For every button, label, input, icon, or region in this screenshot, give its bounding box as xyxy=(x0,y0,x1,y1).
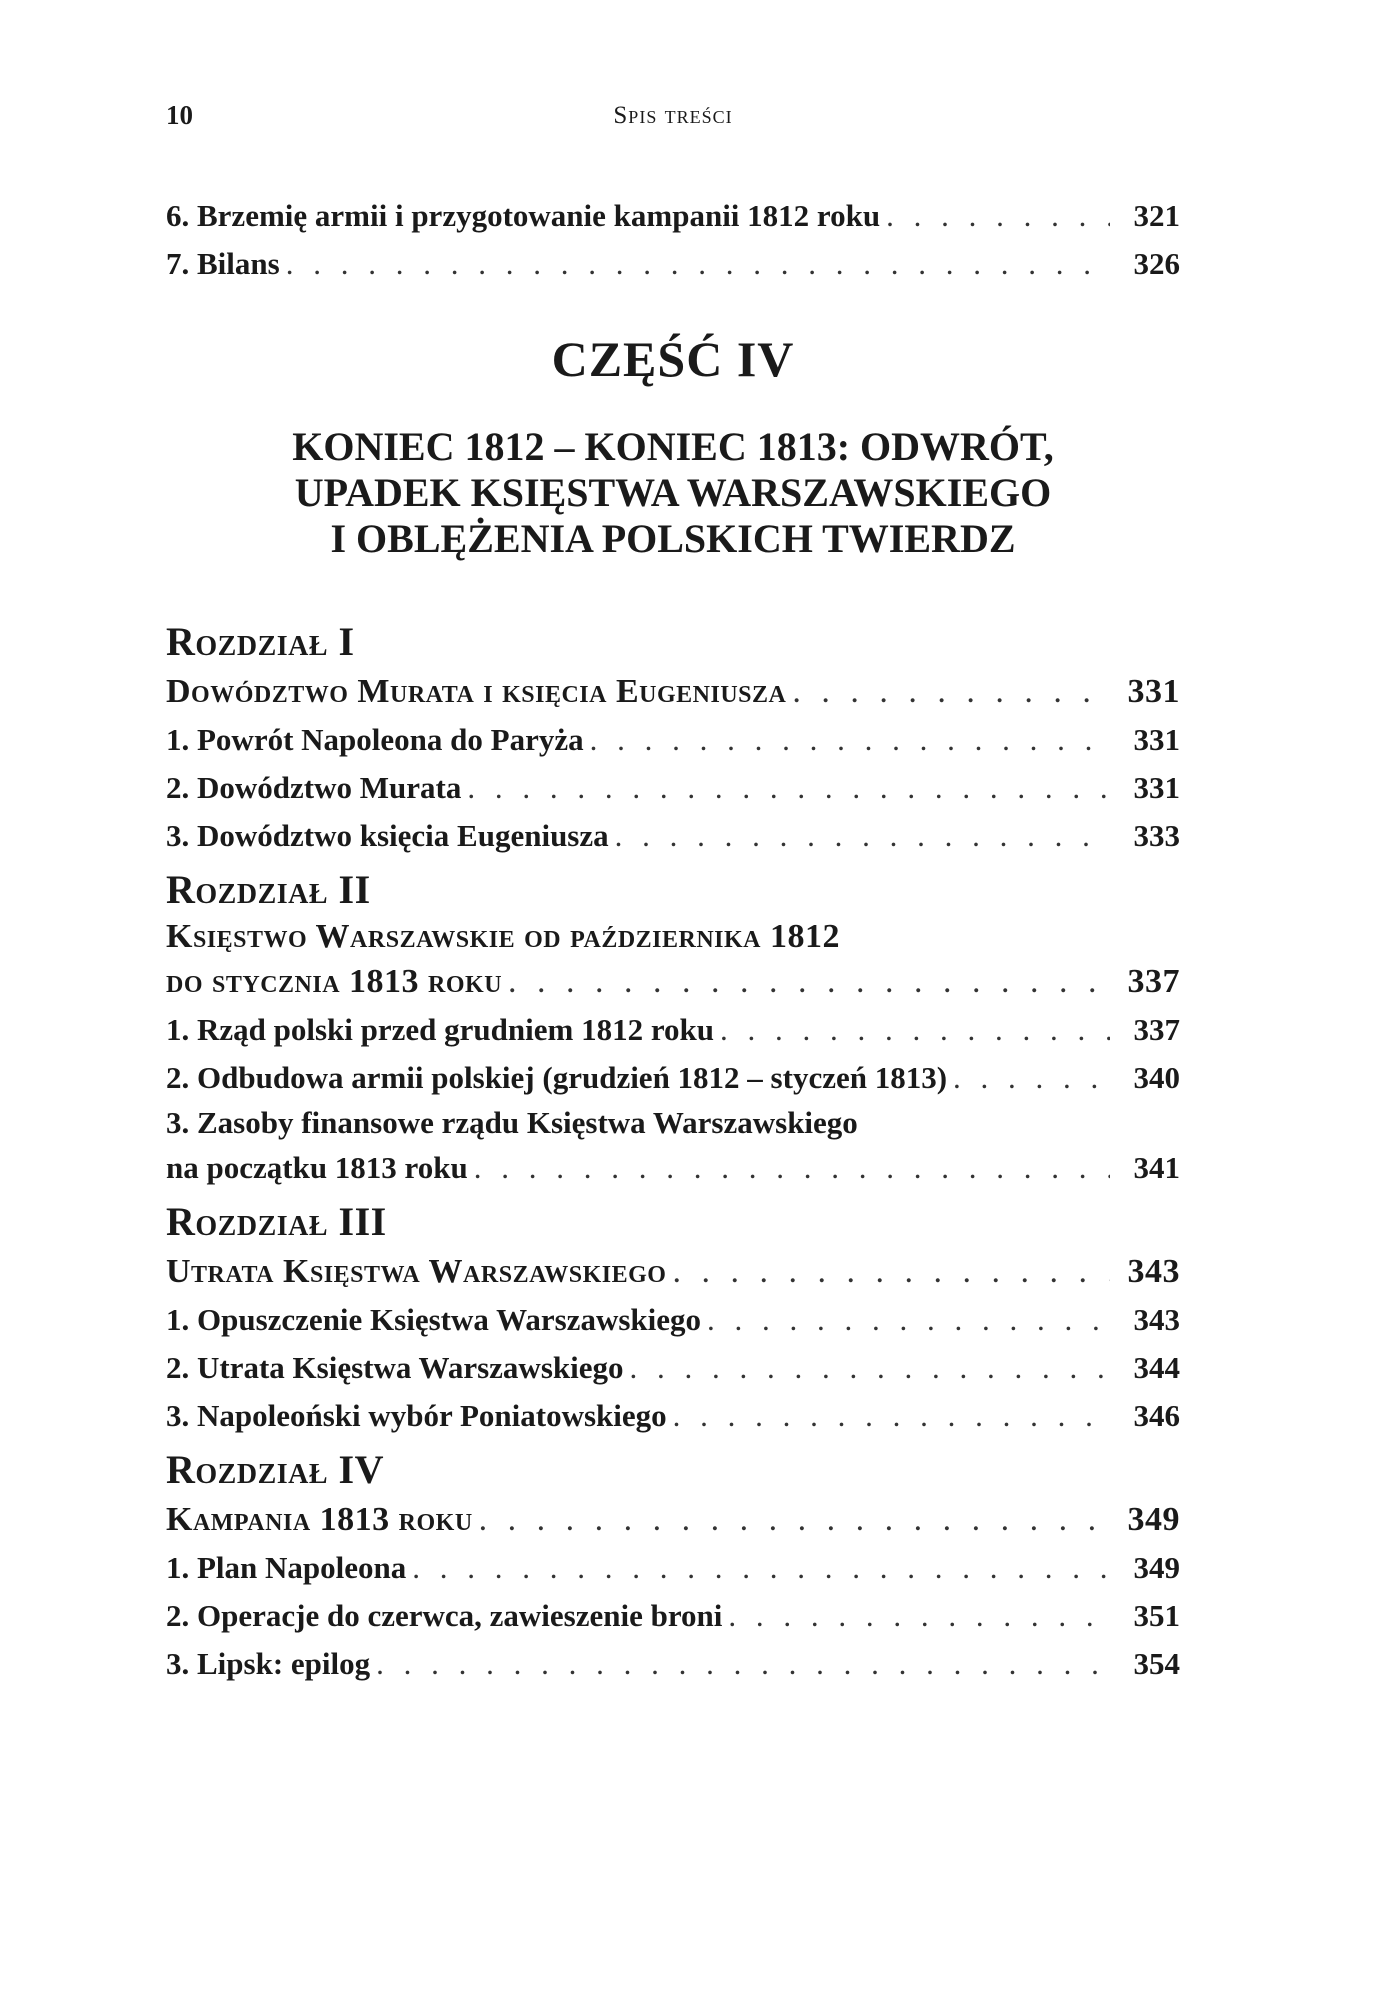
dot-leader xyxy=(615,812,1110,860)
entry-page: 337 xyxy=(1127,963,1180,1000)
dot-leader xyxy=(630,1344,1111,1392)
running-head xyxy=(166,100,1180,140)
entry-title: 1. Plan Napoleona xyxy=(166,1550,407,1585)
toc-entry[interactable] xyxy=(166,1054,1180,1102)
entry-title: 1. Opuszczenie Księstwa Warszawskiego xyxy=(166,1302,702,1337)
entry-title: 2. Operacje do czerwca, zawieszenie broni xyxy=(166,1598,723,1633)
toc-entry[interactable] xyxy=(166,1006,1180,1054)
dot-leader xyxy=(728,1592,1110,1640)
entry-page: 346 xyxy=(1133,1398,1180,1433)
entry-page: 343 xyxy=(1133,1302,1180,1337)
entry-title: 1. Rząd polski przed grudniem 1812 roku xyxy=(166,1012,715,1047)
toc-entry[interactable] xyxy=(166,812,1180,860)
part-subtitle xyxy=(166,424,1180,562)
entry-page: 337 xyxy=(1133,1012,1180,1047)
entry-page: 341 xyxy=(1133,1150,1180,1185)
entry-title: 1. Powrót Napoleona do Paryża xyxy=(166,722,584,757)
chapter-label: Rozdział III xyxy=(166,1199,387,1244)
entry-title: Kampania 1813 roku xyxy=(166,1501,473,1538)
toc-entry[interactable] xyxy=(166,1392,1180,1440)
running-title: Spis treści xyxy=(613,102,733,129)
entry-page: 331 xyxy=(1133,722,1180,757)
entry-title: 3. Dowództwo księcia Eugeniusza xyxy=(166,818,609,853)
entry-title: 3. Lipsk: epilog xyxy=(166,1646,371,1681)
chapter-label: Rozdział I xyxy=(166,619,355,664)
dot-leader xyxy=(886,192,1110,240)
dot-leader xyxy=(286,240,1110,288)
entry-title: 2. Dowództwo Murata xyxy=(166,770,462,805)
dot-leader xyxy=(672,1248,1110,1296)
chapter-heading[interactable] xyxy=(166,916,1180,1006)
entry-title: do stycznia 1813 roku xyxy=(166,963,503,1000)
entry-page: 331 xyxy=(1133,770,1180,805)
dot-leader xyxy=(412,1544,1110,1592)
dot-leader xyxy=(590,716,1110,764)
entry-page: 333 xyxy=(1133,818,1180,853)
toc-part-iv xyxy=(166,612,1180,1688)
dot-leader xyxy=(467,764,1110,812)
dot-leader xyxy=(479,1496,1110,1544)
dot-leader xyxy=(474,1144,1110,1192)
entry-page: 321 xyxy=(1133,198,1180,233)
toc-entry[interactable] xyxy=(166,1102,1180,1192)
entry-title-line: Księstwo Warszawskie od października 1812 xyxy=(166,918,841,955)
toc-entry[interactable] xyxy=(166,1344,1180,1392)
toc-entry[interactable] xyxy=(166,716,1180,764)
entry-page: 343 xyxy=(1127,1253,1180,1290)
page-number: 10 xyxy=(166,100,193,130)
toc-entry[interactable] xyxy=(166,1640,1180,1688)
part-subtitle-line: I OBLĘŻENIA POLSKICH TWIERDZ xyxy=(330,516,1016,561)
dot-leader xyxy=(673,1392,1110,1440)
chapter-heading[interactable] xyxy=(166,1248,1180,1296)
part-title: CZĘŚĆ IV xyxy=(551,331,795,387)
entry-page: 351 xyxy=(1133,1598,1180,1633)
entry-page: 349 xyxy=(1127,1501,1180,1538)
entry-title: Dowództwo Murata i księcia Eugeniusza xyxy=(166,673,787,710)
dot-leader xyxy=(792,668,1110,716)
entry-page: 331 xyxy=(1127,673,1180,710)
toc-continued xyxy=(166,192,1180,288)
toc-entry[interactable] xyxy=(166,240,1180,288)
dot-leader xyxy=(508,958,1110,1006)
toc-entry[interactable] xyxy=(166,1592,1180,1640)
entry-title: 6. Brzemię armii i przygotowanie kampanii 1812 roku xyxy=(166,198,881,233)
toc-entry[interactable] xyxy=(166,764,1180,812)
toc-entry[interactable] xyxy=(166,192,1180,240)
entry-title: na początku 1813 roku xyxy=(166,1150,468,1185)
entry-page: 354 xyxy=(1133,1646,1180,1681)
dot-leader xyxy=(953,1054,1110,1102)
entry-title: Utrata Księstwa Warszawskiego xyxy=(166,1253,667,1290)
entry-title: 7. Bilans xyxy=(166,246,280,281)
entry-page: 349 xyxy=(1133,1550,1180,1585)
part-subtitle-line: KONIEC 1812 – KONIEC 1813: ODWRÓT, xyxy=(292,424,1054,469)
entry-title-line: 3. Zasoby finansowe rządu Księstwa Warszawskiego xyxy=(166,1105,858,1140)
entry-page: 326 xyxy=(1133,246,1180,281)
dot-leader xyxy=(707,1296,1110,1344)
part-subtitle-line: UPADEK KSIĘSTWA WARSZAWSKIEGO xyxy=(294,470,1052,515)
entry-page: 344 xyxy=(1133,1350,1180,1385)
entry-title: 2. Utrata Księstwa Warszawskiego xyxy=(166,1350,624,1385)
entry-title: 2. Odbudowa armii polskiej (grudzień 1812 – styczeń 1813) xyxy=(166,1060,948,1095)
chapter-label: Rozdział II xyxy=(166,867,371,912)
toc-entry[interactable] xyxy=(166,1296,1180,1344)
entry-title: 3. Napoleoński wybór Poniatowskiego xyxy=(166,1398,667,1433)
entry-page: 340 xyxy=(1133,1060,1180,1095)
dot-leader xyxy=(376,1640,1110,1688)
toc-entry[interactable] xyxy=(166,1544,1180,1592)
chapter-heading[interactable] xyxy=(166,1496,1180,1544)
dot-leader xyxy=(720,1006,1110,1054)
chapter-heading[interactable] xyxy=(166,668,1180,716)
chapter-label: Rozdział IV xyxy=(166,1447,384,1492)
